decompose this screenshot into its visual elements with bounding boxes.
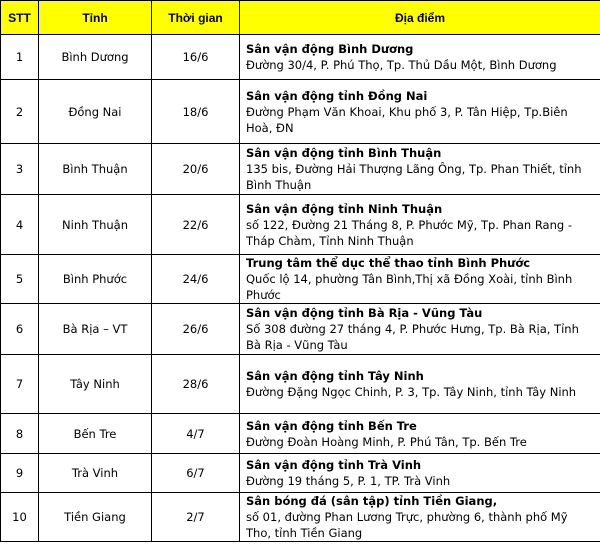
cell-stt: 1 [1,35,39,80]
cell-stt: 2 [1,80,39,144]
venue-name: Sân vận động tỉnh Bà Rịa - Vũng Tàu [246,306,483,320]
cell-stt: 9 [1,454,39,493]
venue-address: 135 bis, Đường Hải Thượng Lãng Ông, Tp. Phan Thiết, tỉnh Bình Thuận [246,162,582,192]
cell-location [240,195,600,255]
header-location: Địa điểm [240,1,600,35]
venue-address: Đường Phạm Văn Khoai, Khu phố 3, P. Tân Hiệp, Tp.Biên Hoà, ĐN [246,104,568,135]
venue-name: Sân vận động tỉnh Bến Tre [246,418,417,433]
cell-location [240,355,600,414]
venue-name: Sân vận động tỉnh Tây Ninh [246,369,424,383]
cell-time: 24/6 [152,255,240,304]
cell-location [240,414,600,454]
venue-address: Đường 30/4, P. Phú Thọ, Tp. Thủ Dầu Một, Bình Dương [246,58,557,72]
venue-address: Số 308 đường 27 tháng 4, P. Phước Hưng, Tp. Bà Rịa, Tỉnh Bà Rịa - Vũng Tàu [246,322,579,352]
cell-province: Ninh Thuận [39,195,152,255]
cell-time: 16/6 [152,35,240,80]
venue-address: số 01, đường Phan Lương Trực, phường 6, thành phố Mỹ Tho, tỉnh Tiền Giang [246,510,568,540]
header-time: Thời gian [152,1,240,35]
table-row [1,355,600,414]
cell-time: 6/7 [152,454,240,493]
header-province: Tỉnh [39,1,152,35]
cell-location [240,144,600,195]
venue-address: Đường Đoàn Hoàng Minh, P. Phú Tân, Tp. Bến Tre [246,434,527,449]
cell-time: 26/6 [152,304,240,355]
header-row [1,1,600,35]
cell-province: Bình Dương [39,35,152,80]
cell-stt: 8 [1,414,39,454]
header-stt: STT [1,1,39,35]
cell-stt: 3 [1,144,39,195]
venue-name: Sân bóng đá (sân tập) tỉnh Tiền Giang, [246,494,498,508]
table-row [1,454,600,493]
venue-name: Sân vận động Bình Dương [246,42,414,56]
venue-address: Đường Đặng Ngọc Chinh, P. 3, Tp. Tây Ninh, tỉnh Tây Ninh [246,385,577,399]
cell-province: Bình Phước [39,255,152,304]
cell-time: 18/6 [152,80,240,144]
cell-time: 2/7 [152,493,240,542]
cell-province: Bà Rịa – VT [39,304,152,355]
table-row [1,304,600,355]
cell-location [240,304,600,355]
cell-province: Trà Vinh [39,454,152,493]
venue-address: số 122, Đường 21 Tháng 8, P. Phước Mỹ, Tp. Phan Rang - Tháp Chàm, Tỉnh Ninh Thuận [246,217,572,248]
venue-name: Sân vận động tỉnh Ninh Thuận [246,201,443,216]
cell-location [240,80,600,144]
table-row [1,35,600,80]
venue-name: Sân vận động tỉnh Đồng Nai [246,88,428,103]
cell-stt: 4 [1,195,39,255]
cell-province: Bình Thuận [39,144,152,195]
cell-time: 22/6 [152,195,240,255]
cell-province: Bến Tre [39,414,152,454]
venue-address: Đường 19 tháng 5, P. 1, TP. Trà Vinh [246,474,451,488]
table-row [1,80,600,144]
cell-stt: 7 [1,355,39,414]
venue-name: Trung tâm thể dục thể thao tỉnh Bình Phước [246,256,531,270]
table-row [1,195,600,255]
venue-name: Sân vận động tỉnh Trà Vinh [246,458,422,472]
cell-province: Tây Ninh [39,355,152,414]
table-row [1,144,600,195]
table-row [1,414,600,454]
venue-name: Sân vận động tỉnh Bình Thuận [246,146,442,160]
cell-province: Tiền Giang [39,493,152,542]
cell-province: Đồng Nai [39,80,152,144]
cell-location [240,35,600,80]
cell-time: 4/7 [152,414,240,454]
cell-time: 28/6 [152,355,240,414]
table-row [1,255,600,304]
cell-stt: 10 [1,493,39,542]
cell-stt: 6 [1,304,39,355]
cell-time: 20/6 [152,144,240,195]
table-row [1,493,600,542]
cell-stt: 5 [1,255,39,304]
cell-location [240,454,600,493]
venue-address: Quốc lộ 14, phường Tân Bình,Thị xã Đồng Xoài, tỉnh Bình Phước [246,272,573,302]
cell-location [240,493,600,542]
cell-location [240,255,600,304]
